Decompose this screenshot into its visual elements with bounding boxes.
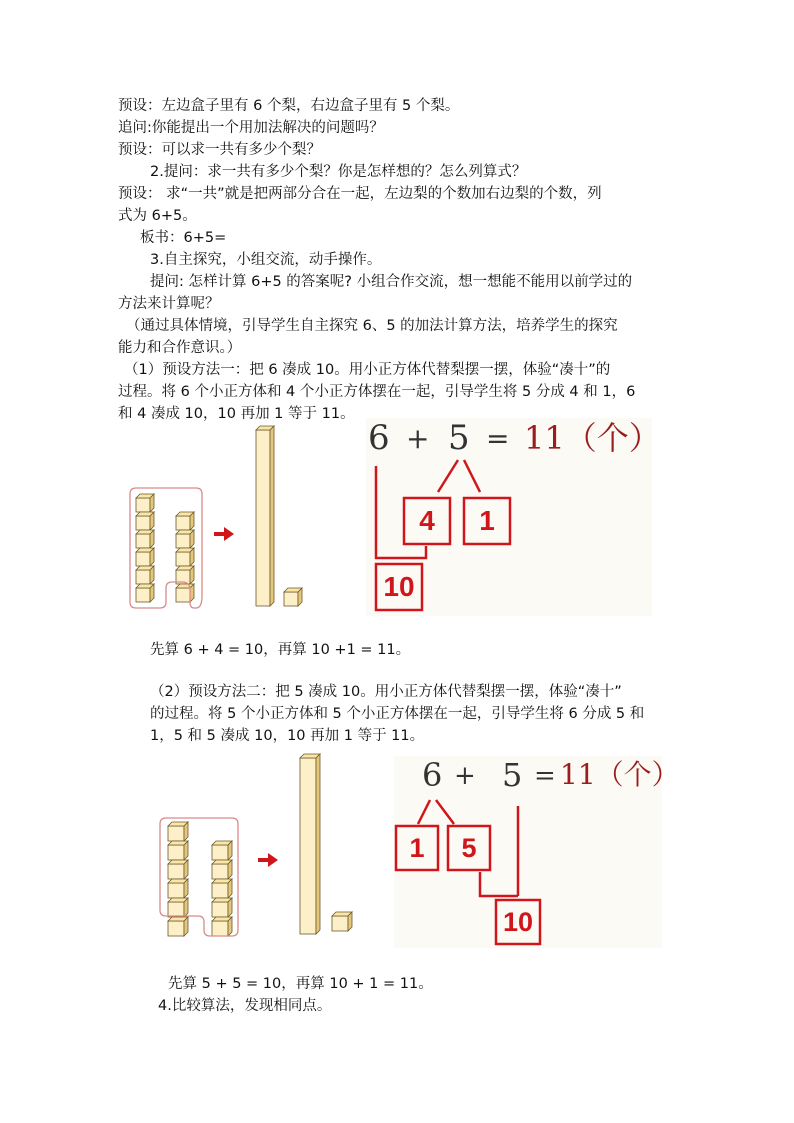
text-line-8: 3.自主探究，小组交流，动手操作。: [150, 252, 382, 268]
eq-term-b-2: 5: [502, 756, 523, 794]
eq-term-a: 6: [368, 418, 390, 458]
text-line-19: 1，5 和 5 凑成 10，10 再加 1 等于 11。: [150, 728, 425, 744]
eq-result-2: 11（个）: [560, 758, 680, 791]
ten-value-2: 10: [502, 907, 534, 937]
text-line-9: 提问: 怎样计算 6+5 的答案呢? 小组合作交流，想一想能不能用以前学过的: [150, 274, 633, 290]
text-line-10: 方法来计算呢？: [118, 296, 220, 312]
split-left-value: 4: [419, 505, 435, 536]
ten-rod: [256, 426, 274, 606]
text-line-7: 板书：6+5=: [140, 230, 227, 246]
five-cube-column: [176, 512, 194, 602]
text-line-12: 能力和合作意识。）: [118, 340, 242, 356]
text-line-3: 预设：可以求一共有多少个梨？: [118, 142, 321, 158]
ten-value: 10: [383, 571, 415, 602]
text-line-11: （通过具体情境，引导学生自主探究 6、5 的加法计算方法，培养学生的探究: [126, 318, 618, 334]
text-line-6: 式为 6+5。: [118, 208, 197, 224]
eq-equals: =: [486, 422, 510, 455]
text-line-16: 先算 6 + 4 = 10，再算 10 +1 = 11。: [150, 642, 411, 658]
text-line-20: 先算 5 + 5 = 10，再算 10 + 1 = 11。: [168, 976, 433, 992]
text-line-2: 追问:你能提出一个用加法解决的问题吗？: [118, 120, 384, 136]
eq-plus: +: [406, 422, 430, 455]
text-line-5: 预设： 求“一共”就是把两部分合在一起，左边梨的个数加右边梨的个数，列: [118, 186, 602, 202]
text-line-4: 2.提问：求一共有多少个梨？你是怎样想的？怎么列算式？: [150, 164, 527, 180]
right-arrow-icon-2: [258, 853, 278, 867]
eq-equals-2: =: [534, 761, 556, 791]
six-cube-column-2: [168, 822, 188, 936]
eq-plus-2: +: [454, 761, 476, 791]
six-cube-column: [136, 494, 154, 602]
eq-result: 11（个）: [524, 419, 661, 457]
method1-equation-diagram: [366, 418, 661, 616]
ten-rod-2: [300, 754, 320, 934]
right-arrow-icon: [214, 527, 234, 541]
eq-term-b: 5: [448, 418, 470, 458]
text-line-17: （2）预设方法二：把 5 凑成 10。用小正方体代替梨摆一摆，体验“凑十”: [150, 684, 622, 700]
split-right-value-2: 5: [461, 833, 477, 863]
single-cube-2: [332, 912, 352, 931]
method1-cubes-illustration: [126, 420, 316, 615]
method2-equation-diagram: [394, 756, 680, 948]
eq-term-a-2: 6: [422, 756, 443, 794]
split-left-value-2: 1: [409, 833, 425, 863]
text-line-15: 和 4 凑成 10，10 再加 1 等于 11。: [118, 406, 355, 422]
five-cube-column-2: [212, 841, 232, 936]
text-line-21: 4.比较算法，发现相同点。: [158, 998, 332, 1014]
text-line-13: （1）预设方法一：把 6 凑成 10。用小正方体代替梨摆一摆，体验“凑十”的: [124, 362, 611, 378]
text-line-1: 预设：左边盒子里有 6 个梨，右边盒子里有 5 个梨。: [118, 98, 460, 114]
text-line-14: 过程。将 6 个小正方体和 4 个小正方体摆在一起，引导学生将 5 分成 4 和 1，6: [118, 384, 636, 400]
single-cube: [284, 588, 302, 606]
text-line-18: 的过程。将 5 个小正方体和 5 个小正方体摆在一起，引导学生将 6 分成 5 和: [150, 706, 645, 722]
method2-cubes-illustration: [154, 750, 364, 940]
split-right-value: 1: [479, 505, 495, 536]
